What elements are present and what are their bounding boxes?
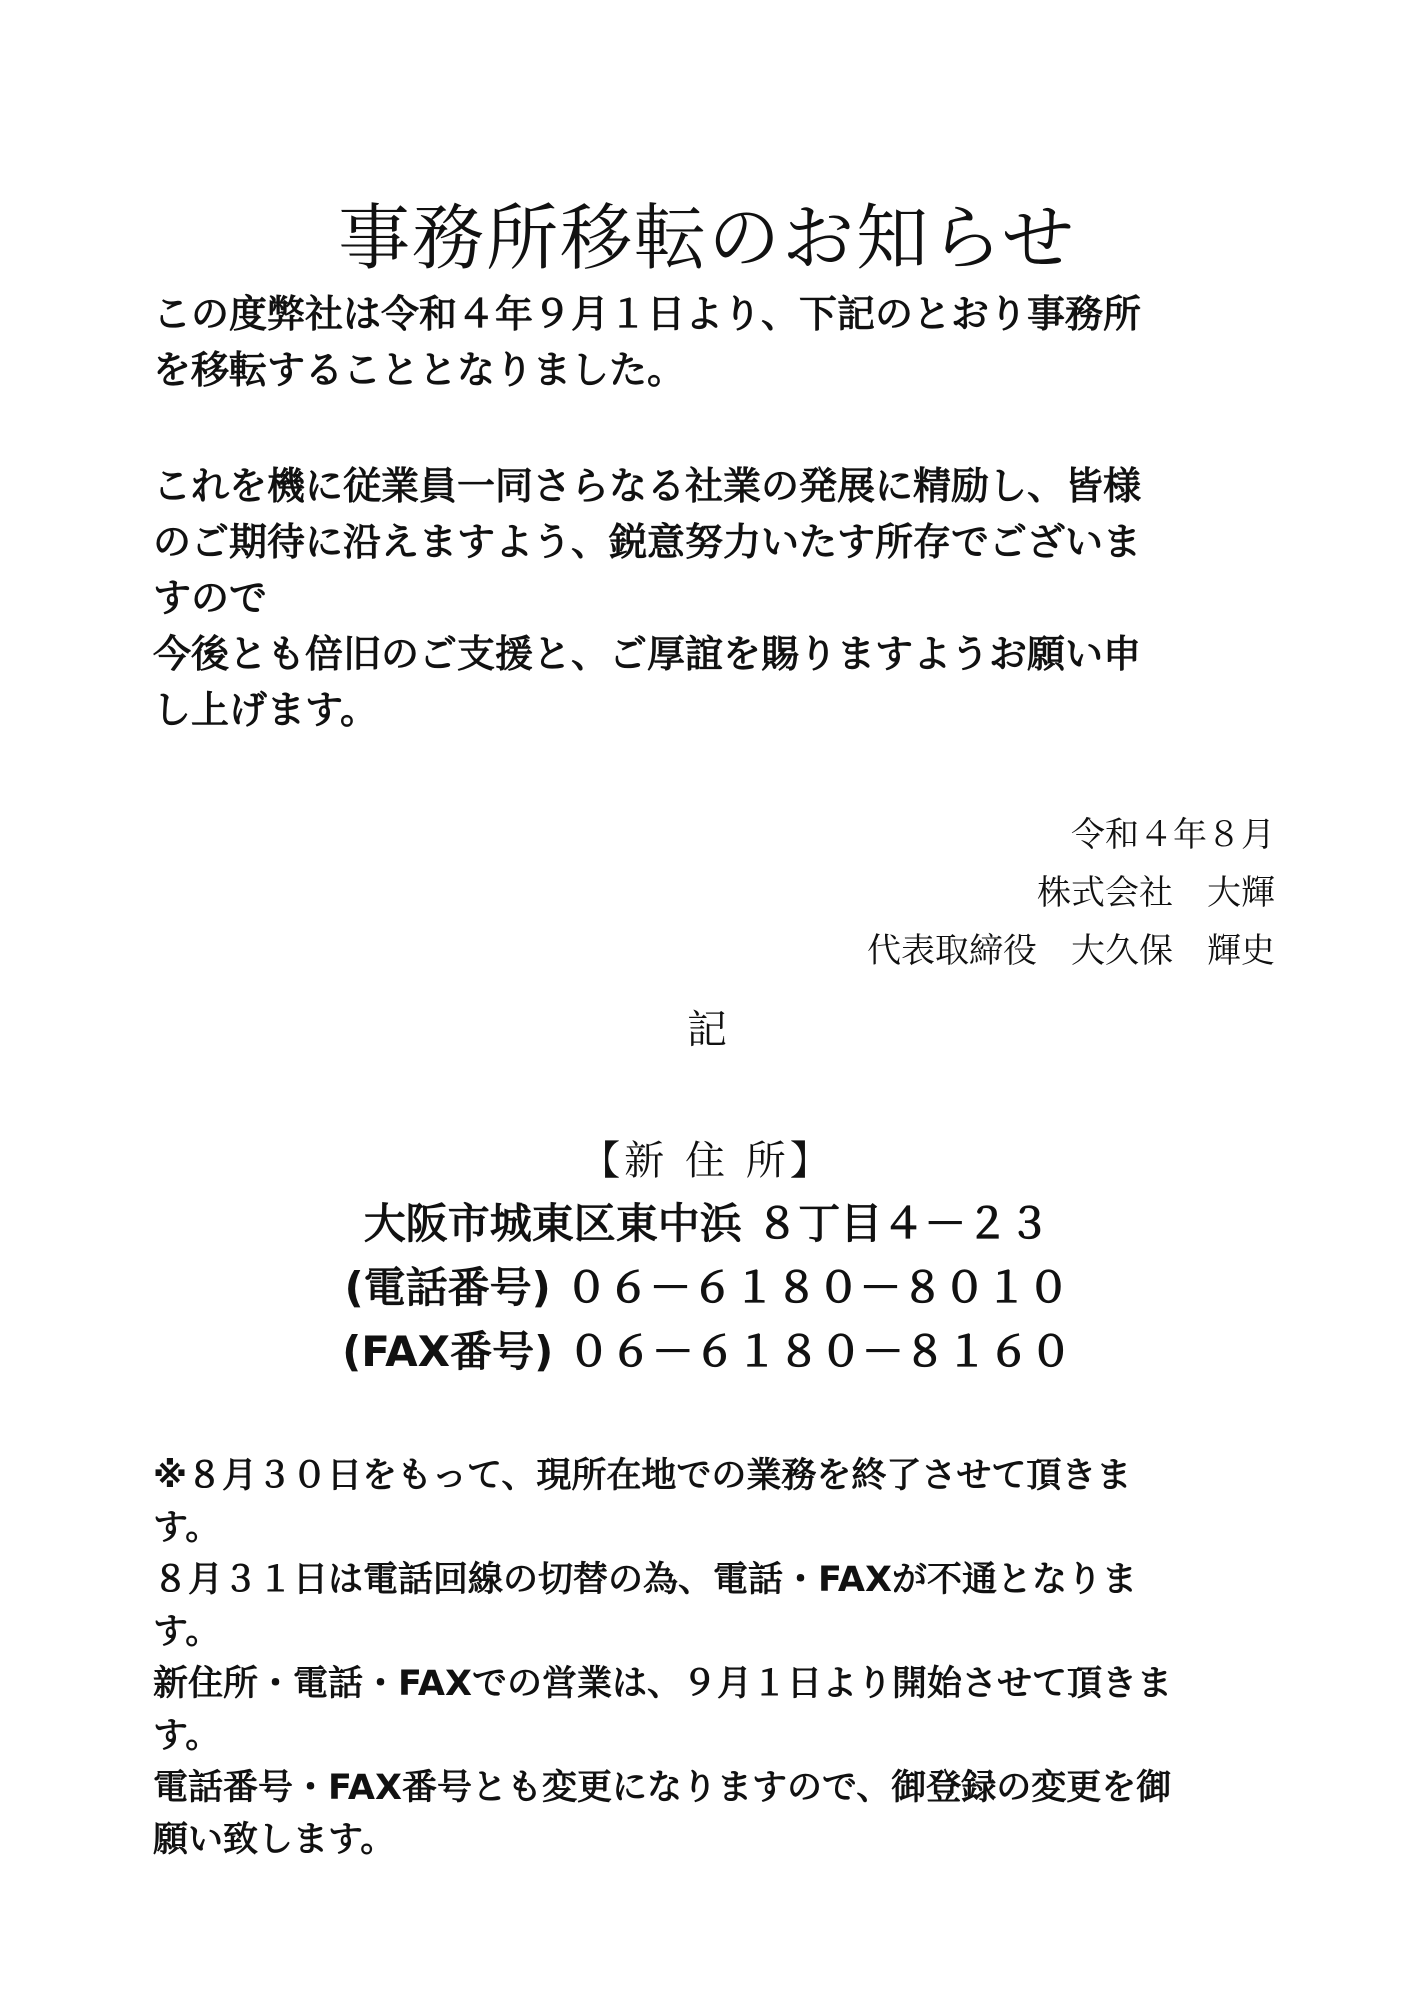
- address-phone: (電話番号) ０６－６１８０－８０１０: [344, 1263, 1070, 1312]
- intro-paragraph: [153, 286, 1283, 398]
- intro-line: この度弊社は令和４年９月１日より、下記のとおり事務所: [153, 292, 1142, 336]
- signature-date: 令和４年８月: [1071, 815, 1275, 855]
- signature-block: [867, 806, 1275, 980]
- address-heading: 【新 住 所】: [580, 1138, 834, 1184]
- signature-company: 株式会社 大輝: [1037, 873, 1275, 913]
- body-line: のご期待に沿えますよう、鋭意努力いたす所存でございま: [153, 520, 1142, 564]
- note-line: す。: [153, 1508, 221, 1548]
- note-line: 願い致します。: [153, 1820, 396, 1860]
- new-address-block: [0, 1130, 1414, 1384]
- address-fax: (FAX番号) ０６－６１８０－８１６０: [342, 1327, 1072, 1376]
- note-line: 新住所・電話・FAXでの営業は、９月１日より開始させて頂きま: [153, 1664, 1172, 1704]
- notes-block: [153, 1450, 1283, 1866]
- body-paragraph: [153, 458, 1283, 738]
- note-line: す。: [153, 1716, 221, 1756]
- note-line: す。: [153, 1612, 221, 1652]
- ki-heading: 記: [687, 1007, 727, 1053]
- body-line: 今後とも倍旧のご支援と、ご厚誼を賜りますようお願い申: [153, 632, 1142, 676]
- note-line: ※８月３０日をもって、現所在地での業務を終了させて頂きま: [153, 1456, 1132, 1496]
- body-line: し上げます。: [153, 688, 378, 732]
- note-line: 電話番号・FAX番号とも変更になりますので、御登録の変更を御: [153, 1768, 1172, 1808]
- signature-representative: 代表取締役 大久保 輝史: [867, 931, 1275, 971]
- intro-line: を移転することとなりました。: [153, 348, 686, 392]
- body-line: これを機に従業員一同さらなる社業の発展に精励し、皆様: [153, 464, 1142, 508]
- page-title: 事務所移転のお知らせ: [338, 196, 1076, 281]
- note-line: ８月３１日は電話回線の切替の為、電話・FAXが不通となりま: [153, 1560, 1137, 1600]
- address-street: 大阪市城東区東中浜 ８丁目４－２３: [363, 1199, 1051, 1248]
- body-line: すので: [153, 576, 268, 620]
